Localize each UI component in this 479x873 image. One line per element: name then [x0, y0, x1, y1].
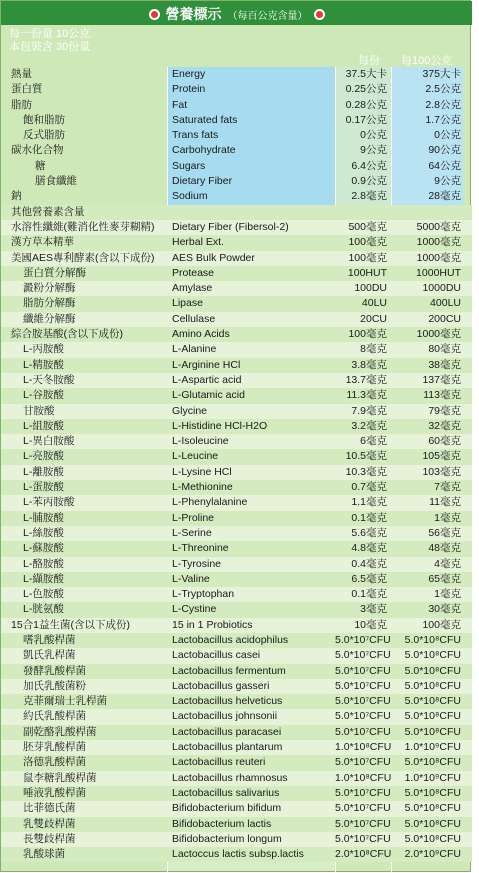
nutrient-name-en: Bifidobacterium bifidum [172, 802, 282, 815]
nutrient-name-zh: L-酪胺酸 [23, 557, 64, 570]
value-per-serving: 10.3毫克 [345, 465, 387, 478]
nutrient-name-en: Lactobacillus acidophilus [172, 633, 289, 646]
nutrient-name-en: 15 in 1 Probiotics [172, 618, 253, 631]
table-row [1, 189, 472, 204]
nutrient-name-zh: 加氏乳酸菌粉 [23, 679, 86, 692]
value-per-100g: 5.0*10⁸CFU [404, 664, 461, 677]
nutrient-name-en: L-Serine [172, 526, 212, 539]
nutrient-name-en: Dietary Fiber (Fibersol-2) [172, 220, 289, 233]
table-row [1, 847, 472, 862]
value-per-100g: 2.8公克 [425, 98, 461, 111]
value-per-serving: 0.25公克 [345, 83, 387, 96]
value-per-serving: 4.8毫克 [351, 542, 387, 555]
table-row [1, 740, 472, 755]
value-per-100g: 103毫克 [422, 465, 461, 478]
table-row [1, 602, 472, 617]
nutrient-name-zh: 乳雙歧桿菌 [23, 817, 76, 830]
nutrient-name-zh: 乳酸球菌 [23, 848, 65, 861]
value-per-serving: 6毫克 [360, 435, 387, 448]
table-row [1, 511, 472, 526]
value-per-serving: 2.0*10⁸CFU [335, 848, 392, 861]
nutrient-name-zh: 糖 [35, 159, 46, 172]
value-per-serving: 0.17公克 [345, 113, 387, 126]
table-row [1, 557, 472, 572]
value-per-serving: 5.0*10⁷CFU [335, 786, 391, 799]
nutrient-name-en: Trans fats [172, 129, 219, 142]
value-per-100g: 56毫克 [428, 526, 461, 539]
nutrient-name-zh: L-色胺酸 [23, 588, 64, 601]
value-per-serving: 8毫克 [360, 343, 387, 356]
table-row [1, 832, 472, 847]
table-row [1, 801, 472, 816]
table-row [1, 281, 472, 296]
nutrient-name-en: Lactobacillus plantarum [172, 741, 283, 754]
title-line [1, 4, 472, 24]
value-per-100g [391, 205, 463, 220]
table-row [1, 342, 472, 357]
value-per-100g: 1000毫克 [416, 236, 461, 249]
table-row [1, 664, 472, 679]
table-row [1, 128, 472, 143]
nutrient-name-zh: 碳水化合物 [11, 144, 64, 157]
table-row [1, 251, 472, 266]
nutrient-name-zh: 凱氏乳桿菌 [23, 649, 76, 662]
value-per-100g: 60毫克 [428, 435, 461, 448]
nutrient-name-zh: 鈉 [11, 190, 22, 203]
nutrient-name-en: L-Phenylalanine [172, 496, 248, 509]
table-row [1, 618, 472, 633]
value-per-100g: 11毫克 [429, 496, 461, 509]
table-row [1, 312, 472, 327]
nutrient-name-en: Lactobacillus rhamnosus [172, 771, 288, 784]
value-per-serving: 100毫克 [348, 251, 387, 264]
table-row [1, 434, 472, 449]
nutrient-name-zh: 反式脂肪 [23, 129, 65, 142]
value-per-serving: 5.0*10⁷CFU [335, 756, 391, 769]
nutrient-name-zh: 美國AES專利酵素(含以下成份) [11, 251, 155, 264]
table-row [1, 113, 472, 128]
value-per-100g: 65毫克 [428, 572, 461, 585]
nutrient-name-zh: 比菲德氏菌 [23, 802, 76, 815]
nutrient-name-zh: L-丙胺酸 [23, 343, 64, 356]
nutrient-name-zh: 發酵乳酸桿菌 [23, 664, 86, 677]
value-per-serving: 0.7毫克 [351, 481, 387, 494]
nutrient-name-en: L-Methionine [172, 481, 233, 494]
serving-size: 每一份量 10公克 [9, 28, 91, 40]
nutrient-name-en: Dietary Fiber [172, 175, 233, 188]
nutrient-name-en: Amino Acids [172, 328, 230, 341]
nutrient-name-zh: 膳食纖維 [35, 175, 77, 188]
nutrient-name-zh: 其他營養素含量 [11, 205, 85, 218]
nutrient-name-zh: L-離胺酸 [23, 465, 64, 478]
value-per-100g: 5.0*10⁸CFU [404, 802, 461, 815]
nutrient-name-en: L-Proline [172, 511, 215, 524]
nutrient-name-en: Protein [172, 83, 206, 96]
nutrient-name-zh: 漢方草本精華 [11, 236, 74, 249]
table-row [1, 495, 472, 510]
nutrient-name-en: Lactobacillus paracasei [172, 725, 282, 738]
nutrient-name-en: Herbal Ext. [172, 236, 224, 249]
value-per-100g: 5.0*10⁸CFU [404, 649, 461, 662]
value-per-100g: 4毫克 [434, 557, 461, 570]
table-row [1, 266, 472, 281]
value-per-serving: 100毫克 [348, 328, 387, 341]
value-per-100g: 5.0*10⁸CFU [404, 710, 461, 723]
nutrient-name-en: Lactobacillus johnsonii [172, 710, 278, 723]
value-per-serving: 5.0*10⁷CFU [335, 832, 391, 845]
nutrient-name-en: Bifidobacterium longum [172, 832, 282, 845]
table-row [1, 373, 472, 388]
value-per-serving: 5.0*10⁷CFU [335, 725, 391, 738]
table-row [1, 465, 472, 480]
nutrient-name-zh: 綜合胺基酸(含以下成份) [11, 328, 123, 341]
nutrient-name-en: Lactobacillus gasseri [172, 679, 270, 692]
nutrient-name-en: AES Bulk Powder [172, 251, 255, 264]
nutrient-name-zh: 長雙歧桿菌 [23, 832, 76, 845]
table-row [1, 817, 472, 832]
red-dot-icon [314, 9, 325, 20]
nutrient-name-zh: 澱粉分解酶 [23, 282, 76, 295]
nutrient-name-zh: L-亮胺酸 [23, 450, 64, 463]
col-header-per-serving: 每份 [358, 55, 380, 67]
value-per-serving: 5.0*10⁷CFU [335, 817, 391, 830]
nutrient-name-zh: 唾液乳酸桿菌 [23, 786, 86, 799]
nutrient-name-zh: 飽和脂肪 [23, 113, 65, 126]
nutrient-name-en: L-Tryptophan [172, 588, 235, 601]
value-per-100g: 79毫克 [428, 404, 461, 417]
value-per-serving: 3.8毫克 [351, 358, 387, 371]
value-per-100g: 5.0*10⁸CFU [404, 817, 461, 830]
nutrient-name-zh: 水溶性纖維(難消化性麥芽糊精) [11, 220, 155, 233]
nutrient-name-en: Lactobacillus reuteri [172, 756, 266, 769]
nutrient-name-en: Glycine [172, 404, 208, 417]
nutrient-name-en: Lactobacillus salivarius [172, 786, 280, 799]
red-dot-icon [149, 9, 160, 20]
nutrient-name-zh: L-蛋胺酸 [23, 481, 64, 494]
value-per-serving: 100HUT [347, 266, 387, 279]
table-row [1, 679, 472, 694]
value-per-serving: 2.8毫克 [351, 190, 387, 203]
value-per-100g: 1000DU [422, 282, 461, 295]
nutrient-name-en: Lipase [172, 297, 203, 310]
value-per-100g: 105毫克 [422, 450, 461, 463]
table-row [1, 633, 472, 648]
value-per-serving: 5.0*10⁷CFU [335, 649, 391, 662]
nutrient-name-en: Lactobacillus fermentum [172, 664, 286, 677]
value-per-100g: 1000毫克 [416, 251, 461, 264]
table-row [1, 541, 472, 556]
value-per-100g: 48毫克 [428, 542, 461, 555]
value-per-serving: 5.0*10⁷CFU [335, 695, 391, 708]
nutrient-name-zh: 約氏乳酸桿菌 [23, 710, 86, 723]
table-row [1, 725, 472, 740]
table-row [1, 358, 472, 373]
nutrient-name-en: L-Cystine [172, 603, 217, 616]
nutrient-name-zh: 蛋白質 [11, 83, 43, 96]
nutrient-name-en: Sodium [172, 190, 208, 203]
nutrient-name-zh: 洛德乳酸桿菌 [23, 756, 86, 769]
value-per-serving: 5.0*10⁷CFU [335, 679, 391, 692]
nutrient-name-en: Bifidobacterium lactis [172, 817, 272, 830]
table-row [1, 572, 472, 587]
value-per-serving: 0.4毫克 [351, 557, 387, 570]
value-per-100g: 1毫克 [434, 588, 461, 601]
value-per-100g: 1000HUT [416, 266, 461, 279]
nutrient-name-en: Fat [172, 98, 188, 111]
nutrient-name-zh: 纖維分解酶 [23, 312, 76, 325]
nutrient-name-en: Energy [172, 68, 206, 80]
table-row [1, 587, 472, 602]
nutrient-name-zh: 副乾酪乳酸桿菌 [23, 725, 97, 738]
label-subtitle: （每百公克含量） [227, 11, 308, 22]
table-row [1, 235, 472, 250]
nutrient-name-en: Carbohydrate [172, 144, 236, 157]
value-per-100g: 137毫克 [422, 373, 461, 386]
value-per-100g: 2.5公克 [425, 83, 461, 96]
nutrient-name-en: Cellulase [172, 312, 216, 325]
value-per-serving: 5.0*10⁷CFU [335, 710, 391, 723]
value-per-100g: 5.0*10⁸CFU [404, 679, 461, 692]
value-per-serving: 5.0*10⁷CFU [335, 664, 391, 677]
nutrient-name-zh: L-天冬胺酸 [23, 373, 75, 386]
value-per-serving: 10.5毫克 [345, 450, 387, 463]
nutrient-name-en: L-Isoleucine [172, 435, 229, 448]
table-row [1, 174, 472, 189]
value-per-100g: 90公克 [428, 144, 461, 157]
nutrient-name-en [167, 205, 335, 220]
value-per-serving: 100毫克 [348, 236, 387, 249]
nutrient-name-zh: 胚芽乳酸桿菌 [23, 741, 86, 754]
value-per-100g: 1000毫克 [416, 328, 461, 341]
nutrient-name-zh: L-谷胺酸 [23, 389, 64, 402]
value-per-100g: 1毫克 [434, 511, 461, 524]
value-per-serving: 3.2毫克 [351, 419, 387, 432]
value-per-100g: 5.0*10⁸CFU [404, 756, 461, 769]
value-per-100g: 375大卡 [422, 68, 461, 80]
label-title: 營養標示 [165, 6, 222, 22]
table-row [1, 205, 472, 220]
nutrient-name-zh: L-脯胺酸 [23, 511, 64, 524]
nutrient-name-zh: L-絲胺酸 [23, 526, 64, 539]
nutrient-name-zh: L-蘇胺酸 [23, 542, 64, 555]
value-per-serving: 20CU [360, 312, 387, 325]
nutrient-name-zh: L-組胺酸 [23, 419, 64, 432]
value-per-serving: 40LU [361, 297, 387, 310]
nutrient-name-zh: 脂肪 [11, 98, 32, 111]
table-row [1, 449, 472, 464]
nutrient-name-zh: 脂肪分解酶 [23, 297, 76, 310]
value-per-serving: 0.1毫克 [351, 511, 387, 524]
value-per-serving: 13.7毫克 [345, 373, 387, 386]
value-per-serving: 0.1毫克 [351, 588, 387, 601]
value-per-serving: 100DU [354, 282, 387, 295]
table-row [1, 526, 472, 541]
table-row [1, 327, 472, 342]
value-per-serving: 500毫克 [348, 220, 387, 233]
value-per-100g: 400LU [430, 297, 461, 310]
table-row [1, 694, 472, 709]
servings-per-pack: 本包裝含 30份量 [9, 41, 91, 53]
value-per-100g: 0公克 [434, 129, 461, 142]
table-row [1, 648, 472, 663]
table-row [1, 771, 472, 786]
value-per-serving: 1.0*10⁸CFU [335, 771, 392, 784]
nutrient-name-zh: 克菲爾瑞士乳桿菌 [23, 695, 107, 708]
value-per-serving [335, 205, 391, 220]
nutrient-name-en: L-Alanine [172, 343, 217, 356]
value-per-100g: 38毫克 [428, 358, 461, 371]
value-per-100g: 5.0*10⁸CFU [404, 786, 461, 799]
table-row [1, 67, 472, 82]
table-row [1, 388, 472, 403]
value-per-serving: 0公克 [360, 129, 387, 142]
value-per-100g: 28毫克 [428, 190, 461, 203]
table-row [1, 480, 472, 495]
value-per-100g: 64公克 [428, 159, 461, 172]
nutrient-name-en: L-Tyrosine [172, 557, 222, 570]
value-per-100g: 30毫克 [428, 603, 461, 616]
value-per-100g: 100毫克 [422, 618, 461, 631]
value-per-serving: 6.4公克 [351, 159, 387, 172]
value-per-serving: 0.28公克 [345, 98, 387, 111]
value-per-serving: 1.0*10⁸CFU [335, 741, 392, 754]
nutrient-name-zh: L-苯丙胺酸 [23, 496, 75, 509]
value-per-serving: 6.5毫克 [351, 572, 387, 585]
table-row [1, 98, 472, 113]
nutrient-name-en: Lactobacillus helveticus [172, 695, 283, 708]
value-per-serving: 11.3毫克 [346, 389, 387, 402]
table-row [1, 419, 472, 434]
nutrition-table [1, 67, 472, 862]
value-per-100g: 1.0*10⁹CFU [404, 771, 461, 784]
nutrient-name-en: L-Histidine HCl-H2O [172, 419, 268, 432]
nutrient-name-en: Amylase [172, 282, 213, 295]
nutrient-name-zh: 15合1益生菌(含以下成份) [11, 618, 131, 631]
value-per-100g: 200CU [428, 312, 461, 325]
col-header-per-100g: 每100公克 [401, 55, 453, 67]
nutrient-name-en: L-Aspartic acid [172, 373, 242, 386]
nutrient-name-zh: 熱量 [11, 68, 32, 80]
table-row [1, 404, 472, 419]
table-row [1, 786, 472, 801]
nutrient-name-en: L-Glutamic acid [172, 389, 245, 402]
value-per-serving: 3毫克 [360, 603, 387, 616]
value-per-100g: 1.7公克 [425, 113, 461, 126]
nutrient-name-zh: 嗜乳酸桿菌 [23, 633, 76, 646]
nutrient-name-en: L-Valine [172, 572, 210, 585]
nutrient-name-zh: L-精胺酸 [23, 358, 64, 371]
nutrient-name-zh: L-纈胺酸 [23, 572, 64, 585]
table-row [1, 755, 472, 770]
table-row [1, 296, 472, 311]
value-per-100g: 32毫克 [428, 419, 461, 432]
value-per-serving: 9公克 [360, 144, 387, 157]
nutrient-name-zh: 蛋白質分解酶 [23, 266, 86, 279]
table-row [1, 709, 472, 724]
nutrient-name-en: Lactoccus lactis subsp.lactis [172, 848, 304, 861]
value-per-100g: 5000毫克 [416, 220, 461, 233]
nutrient-name-zh: 鼠李糖乳酸桿菌 [23, 771, 97, 784]
nutrient-name-en: Lactobacillus casei [172, 649, 261, 662]
value-per-100g: 9公克 [434, 175, 461, 188]
nutrient-name-en: Protease [172, 266, 215, 279]
nutrient-name-zh: 甘胺酸 [23, 404, 55, 417]
value-per-serving: 1.1毫克 [351, 496, 387, 509]
serving-info [9, 28, 90, 54]
nutrient-name-en: Sugars [172, 159, 206, 172]
value-per-100g: 5.0*10⁸CFU [404, 695, 461, 708]
value-per-serving: 7.9毫克 [351, 404, 387, 417]
nutrient-name-zh: L-異白胺酸 [23, 435, 75, 448]
value-per-100g: 80毫克 [428, 343, 461, 356]
nutrient-name-en: L-Threonine [172, 542, 229, 555]
value-per-serving: 0.9公克 [351, 175, 387, 188]
nutrient-name-en: L-Leucine [172, 450, 219, 463]
value-per-serving: 5.0*10⁷CFU [335, 802, 391, 815]
value-per-100g: 5.0*10⁸CFU [404, 725, 461, 738]
value-per-100g: 5.0*10⁸CFU [404, 633, 461, 646]
nutrient-name-zh: L-胱氨酸 [23, 603, 64, 616]
value-per-100g: 5.0*10⁸CFU [404, 832, 461, 845]
table-row [1, 159, 472, 174]
table-row [1, 220, 472, 235]
value-per-serving: 37.5大卡 [345, 68, 387, 80]
value-per-100g: 7毫克 [434, 481, 461, 494]
value-per-100g: 2.0*10⁹CFU [404, 848, 461, 861]
table-row [1, 143, 472, 158]
value-per-serving: 10毫克 [354, 618, 387, 631]
title-bar [1, 1, 472, 25]
value-per-serving: 5.0*10⁷CFU [335, 633, 391, 646]
nutrient-name-en: Saturated fats [172, 113, 238, 126]
nutrient-name-en: L-Arginine HCl [172, 358, 241, 371]
value-per-serving: 5.6毫克 [351, 526, 387, 539]
value-per-100g: 1.0*10⁹CFU [404, 741, 461, 754]
value-per-100g: 113毫克 [423, 389, 461, 402]
nutrient-name-en: L-Lysine HCl [172, 465, 232, 478]
table-row [1, 82, 472, 97]
